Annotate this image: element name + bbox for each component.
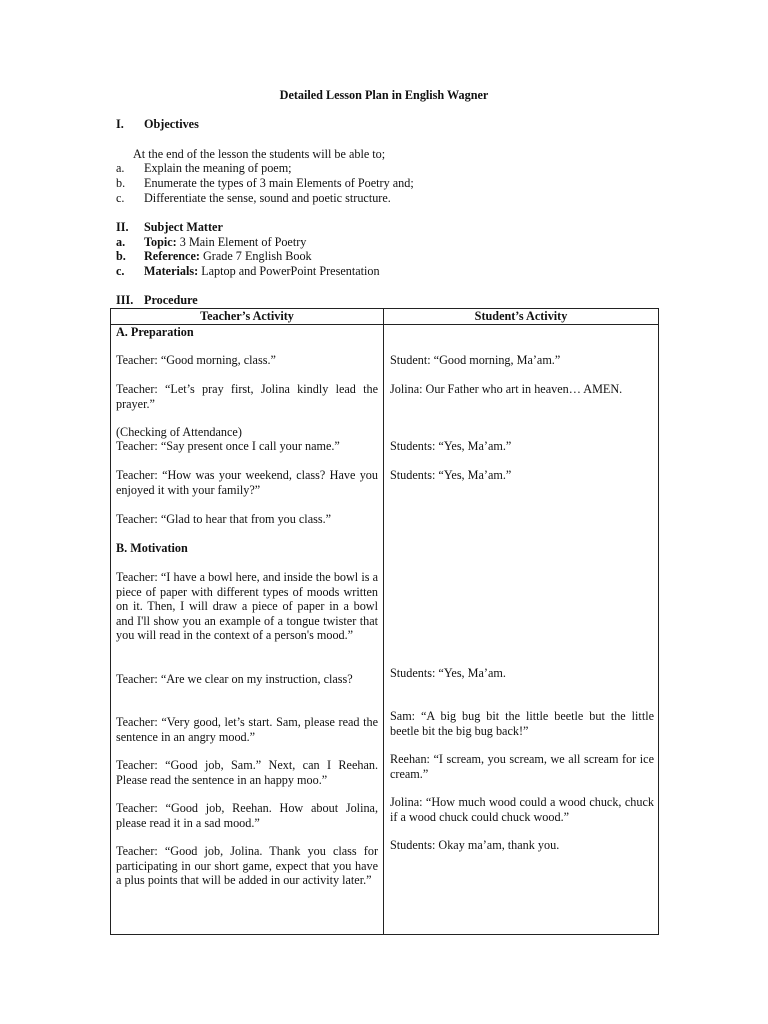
objective-item: Explain the meaning of poem; [144, 161, 292, 175]
student-line: Student: “Good morning, Ma’am.” [390, 353, 561, 367]
subject-reference [144, 249, 312, 264]
student-line: Jolina: “How much wood could a wood chuck, chuck if a wood chuck could chuck wood.” [390, 795, 654, 824]
subject-letter: a. [116, 235, 126, 249]
procedure-numeral: III. [116, 293, 134, 307]
subject-matter-numeral: II. [116, 220, 129, 234]
subject-materials-value: Laptop and PowerPoint Presentation [198, 264, 380, 278]
student-line: Students: “Yes, Ma’am.” [390, 468, 512, 482]
objectives-heading: Objectives [144, 117, 199, 131]
teacher-line: Teacher: “How was your weekend, class? Have you enjoyed it with your family?” [116, 468, 378, 497]
teacher-line: Teacher: “Are we clear on my instruction, class? [116, 672, 353, 686]
objectives-numeral: I. [116, 117, 124, 131]
document-title: Detailed Lesson Plan in English Wagner [279, 88, 489, 102]
teacher-line: Teacher: “Glad to hear that from you class.” [116, 512, 332, 526]
subject-topic-value: 3 Main Element of Poetry [176, 235, 307, 249]
teacher-line: Teacher: “Let’s pray first, Jolina kindly lead the prayer.” [116, 382, 378, 411]
student-line: Sam: “A big bug bit the little beetle but the little beetle bit the big bug back!” [390, 709, 654, 738]
student-line: Students: Okay ma’am, thank you. [390, 838, 560, 852]
section-heading-motivation: B. Motivation [116, 541, 188, 555]
subject-reference-value: Grade 7 English Book [199, 249, 312, 263]
teacher-line: Teacher: “Good job, Reehan. How about Jolina, please read it in a sad mood.” [116, 801, 378, 830]
teacher-line: Teacher: “Say present once I call your name.” [116, 439, 340, 453]
teacher-line: Teacher: “Good morning, class.” [116, 353, 276, 367]
objectives-intro: At the end of the lesson the students will be able to; [133, 147, 386, 161]
teacher-line: Teacher: “Very good, let’s start. Sam, please read the sentence in an angry mood.” [116, 715, 378, 744]
subject-reference-label: Reference: [144, 249, 200, 263]
objective-letter: a. [116, 161, 125, 175]
subject-letter: c. [116, 264, 125, 278]
objective-letter: b. [116, 176, 126, 190]
student-line: Jolina: Our Father who art in heaven… AMEN. [390, 382, 623, 396]
subject-topic [144, 235, 306, 250]
subject-materials [144, 264, 380, 279]
teacher-note: (Checking of Attendance) [116, 425, 242, 439]
subject-letter: b. [116, 249, 126, 263]
subject-matter-heading: Subject Matter [144, 220, 223, 234]
student-activity-cell [384, 325, 659, 935]
objective-letter: c. [116, 191, 125, 205]
column-header-teacher: Teacher’s Activity [111, 309, 384, 325]
subject-materials-label: Materials: [144, 264, 199, 278]
teacher-activity-cell [111, 325, 384, 935]
objective-item: Differentiate the sense, sound and poetic structure. [144, 191, 391, 205]
procedure-table [110, 308, 659, 935]
teacher-line: Teacher: “Good job, Sam.” Next, can I Reehan. Please read the sentence in an happy moo.” [116, 758, 378, 787]
teacher-line: Teacher: “Good job, Jolina. Thank you class for participating in our short game, expect that you have a plus points that will be added in our activity later.” [116, 844, 378, 887]
teacher-line: Teacher: “I have a bowl here, and inside the bowl is a piece of paper with different types of moods written on it. Then, I will draw a piece of paper in a bowl and I'll show you an example of a tongue twister that you will read in the context of a person's mood.” [116, 570, 378, 642]
objective-item: Enumerate the types of 3 main Elements of Poetry and; [144, 176, 414, 190]
procedure-heading: Procedure [144, 293, 198, 307]
subject-topic-label: Topic: [144, 235, 177, 249]
student-line: Students: “Yes, Ma’am. [390, 666, 506, 680]
column-header-student: Student’s Activity [384, 309, 659, 325]
section-heading-preparation: A. Preparation [116, 325, 194, 339]
student-line: Students: “Yes, Ma’am.” [390, 439, 512, 453]
student-line: Reehan: “I scream, you scream, we all scream for ice cream.” [390, 752, 654, 781]
